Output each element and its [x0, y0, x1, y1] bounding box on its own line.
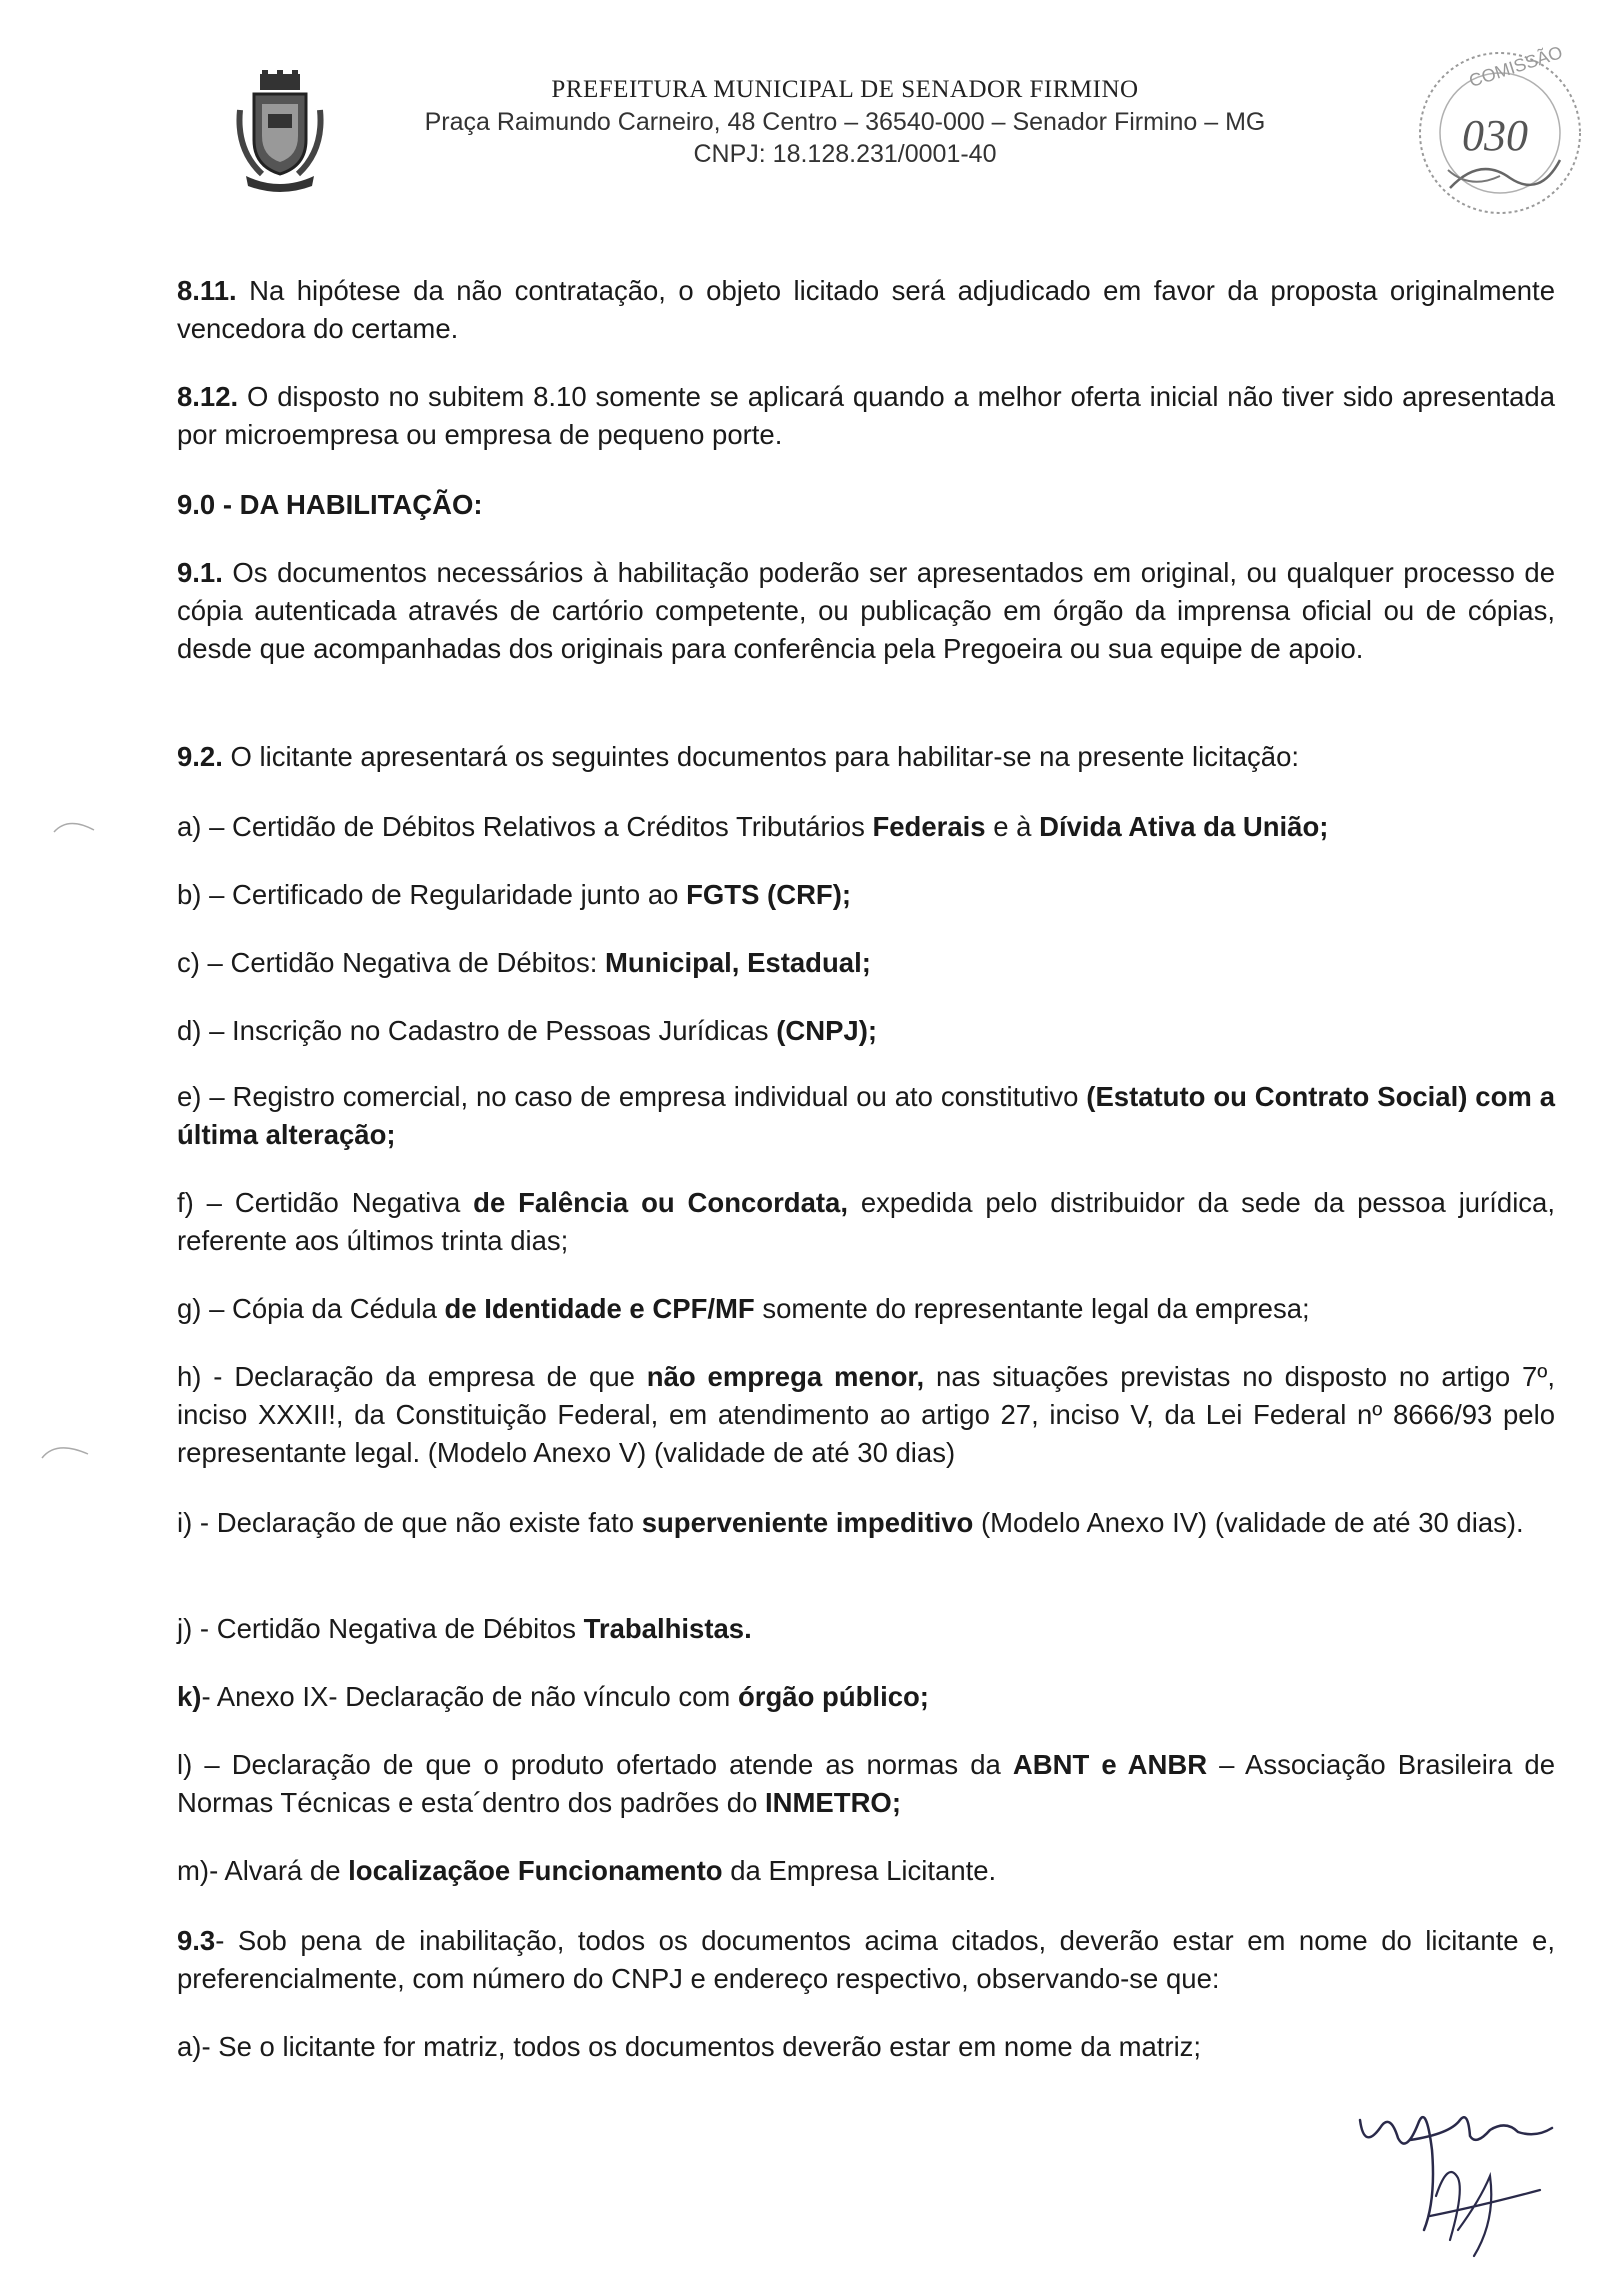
- text-run: da Empresa Licitante.: [722, 1855, 997, 1886]
- list-item-l: [177, 1746, 1555, 1822]
- list-item-k: [177, 1678, 1555, 1716]
- text-run: órgão público;: [738, 1681, 929, 1712]
- list-item-a: [177, 808, 1555, 846]
- text-run: h) - Declaração da empresa de que: [177, 1361, 647, 1392]
- text-run: k): [177, 1681, 202, 1712]
- text-run: não emprega menor,: [646, 1361, 925, 1392]
- text-run: (Modelo Anexo IV) (validade de até 30 dias).: [973, 1507, 1524, 1538]
- text-run: (Estatuto ou Contrato Social) com a última alteração;: [177, 1081, 1555, 1150]
- text-run: b) – Certificado de Regularidade junto ao: [177, 879, 687, 910]
- text-run: m)- Alvará de: [177, 1855, 349, 1886]
- text-run: (CNPJ);: [776, 1015, 878, 1046]
- text-run: INMETRO;: [765, 1787, 901, 1818]
- handwritten-signature-icon: [1340, 2080, 1580, 2270]
- text-run: f) – Certidão Negativa: [177, 1187, 474, 1218]
- text-run: Federais: [872, 811, 986, 842]
- municipality-address: Praça Raimundo Carneiro, 48 Centro – 36540-000 – Senador Firmino – MG: [424, 108, 1266, 136]
- text-run: g) – Cópia da Cédula: [177, 1293, 445, 1324]
- section-8-11: [177, 272, 1555, 348]
- list-item-e: [177, 1078, 1555, 1154]
- section-9-1: [177, 554, 1555, 668]
- text-run: Trabalhistas.: [583, 1613, 752, 1644]
- text-run: nas situações previstas no disposto no artigo 7º, inciso XXXII!, da Constituição Federal, em atendimento ao artigo 27, inciso V, da Lei Federal nº 8666/93 pelo representante legal. (Modelo Anexo V) (validade de até 30 dias): [177, 1361, 1555, 1468]
- list-item-h: [177, 1358, 1555, 1472]
- text-run: ABNT e ANBR: [1012, 1749, 1208, 1780]
- text-run: FGTS (CRF);: [686, 879, 852, 910]
- text-run: - Anexo IX- Declaração de não vínculo com: [201, 1681, 738, 1712]
- section-9-2: [177, 738, 1555, 776]
- list-item-f: [177, 1184, 1555, 1260]
- text-run: d) – Inscrição no Cadastro de Pessoas Jurídicas: [177, 1015, 777, 1046]
- text-run: 8.12.: [177, 381, 239, 412]
- text-run: 9.3: [177, 1925, 216, 1956]
- svg-text:COMISSÃO: COMISSÃO: [1466, 42, 1565, 92]
- list-item-b: [177, 876, 1555, 914]
- text-run: l) – Declaração de que o produto ofertado atende as normas da: [177, 1749, 1013, 1780]
- text-run: e à: [985, 811, 1040, 842]
- list-item-g: [177, 1290, 1555, 1328]
- section-9-3: [177, 1922, 1555, 1998]
- text-run: i) - Declaração de que não existe fato: [177, 1507, 642, 1538]
- text-run: Dívida Ativa da União;: [1039, 811, 1329, 842]
- text-run: c) – Certidão Negativa de Débitos:: [177, 947, 605, 978]
- text-run: Municipal, Estadual;: [605, 947, 871, 978]
- text-run: localizaçãoe Funcionamento: [348, 1855, 723, 1886]
- text-run: - Sob pena de inabilitação, todos os documentos acima citados, deverão estar em nome do licitante e, preferencialmente, com número do CNPJ e endereço respectivo, observando-se que:: [177, 1925, 1555, 1994]
- municipality-title: PREFEITURA MUNICIPAL DE SENADOR FIRMINO: [551, 76, 1139, 103]
- page-header: [0, 0, 1600, 240]
- text-run: Os documentos necessários à habilitação poderão ser apresentados em original, ou qualquer processo de cópia autenticada através de cartório competente, ou publicação em órgão da imprensa oficial ou de cópias, desde que acompanhadas dos originais para conferência pela Pregoeira ou sua equipe de apoio.: [177, 557, 1556, 664]
- text-run: a) – Certidão de Débitos Relativos a Créditos Tributários: [177, 811, 873, 842]
- text-run: O disposto no subitem 8.10 somente se aplicará quando a melhor oferta inicial não tiver sido apresentada por microempresa ou empresa de pequeno porte.: [177, 381, 1556, 450]
- section-9-3-a: a)- Se o licitante for matriz, todos os documentos deverão estar em nome da matriz;: [177, 2031, 1202, 2062]
- text-run: 9.1.: [177, 557, 223, 588]
- text-run: superveniente impeditivo: [641, 1507, 974, 1538]
- text-run: – Associação Brasileira de Normas Técnicas e esta´dentro dos padrões do: [177, 1749, 1555, 1818]
- margin-mark-icon: [52, 812, 98, 836]
- margin-mark-icon: [40, 1438, 92, 1462]
- text-run: j) - Certidão Negativa de Débitos: [177, 1613, 584, 1644]
- section-heading-habilitacao: 9.0 - DA HABILITAÇÃO:: [177, 489, 483, 520]
- text-run: de Falência ou Concordata,: [473, 1187, 848, 1218]
- section-8-12: [177, 378, 1555, 454]
- commission-stamp-icon: [1410, 38, 1590, 228]
- text-run: e) – Registro comercial, no caso de empresa individual ou ato constitutivo: [177, 1081, 1087, 1112]
- text-run: 8.11.: [177, 275, 237, 306]
- text-run: Na hipótese da não contratação, o objeto licitado será adjudicado em favor da proposta originalmente vencedora do certame.: [177, 275, 1555, 344]
- text-run: somente do representante legal da empresa;: [754, 1293, 1310, 1324]
- list-item-c: [177, 944, 1555, 982]
- text-run: O licitante apresentará os seguintes documentos para habilitar-se na presente licitação:: [230, 741, 1300, 772]
- municipality-cnpj: CNPJ: 18.128.231/0001-40: [693, 140, 997, 168]
- text-run: de Identidade e CPF/MF: [444, 1293, 755, 1324]
- text-run: 9.2.: [177, 741, 223, 772]
- list-item-i: [177, 1504, 1555, 1542]
- list-item-d: [177, 1012, 1555, 1050]
- list-item-m: [177, 1852, 1555, 1890]
- text-run: expedida pelo distribuidor da sede da pessoa jurídica, referente aos últimos trinta dias;: [177, 1187, 1555, 1256]
- svg-text:030: 030: [1462, 111, 1528, 160]
- list-item-j: [177, 1610, 1555, 1648]
